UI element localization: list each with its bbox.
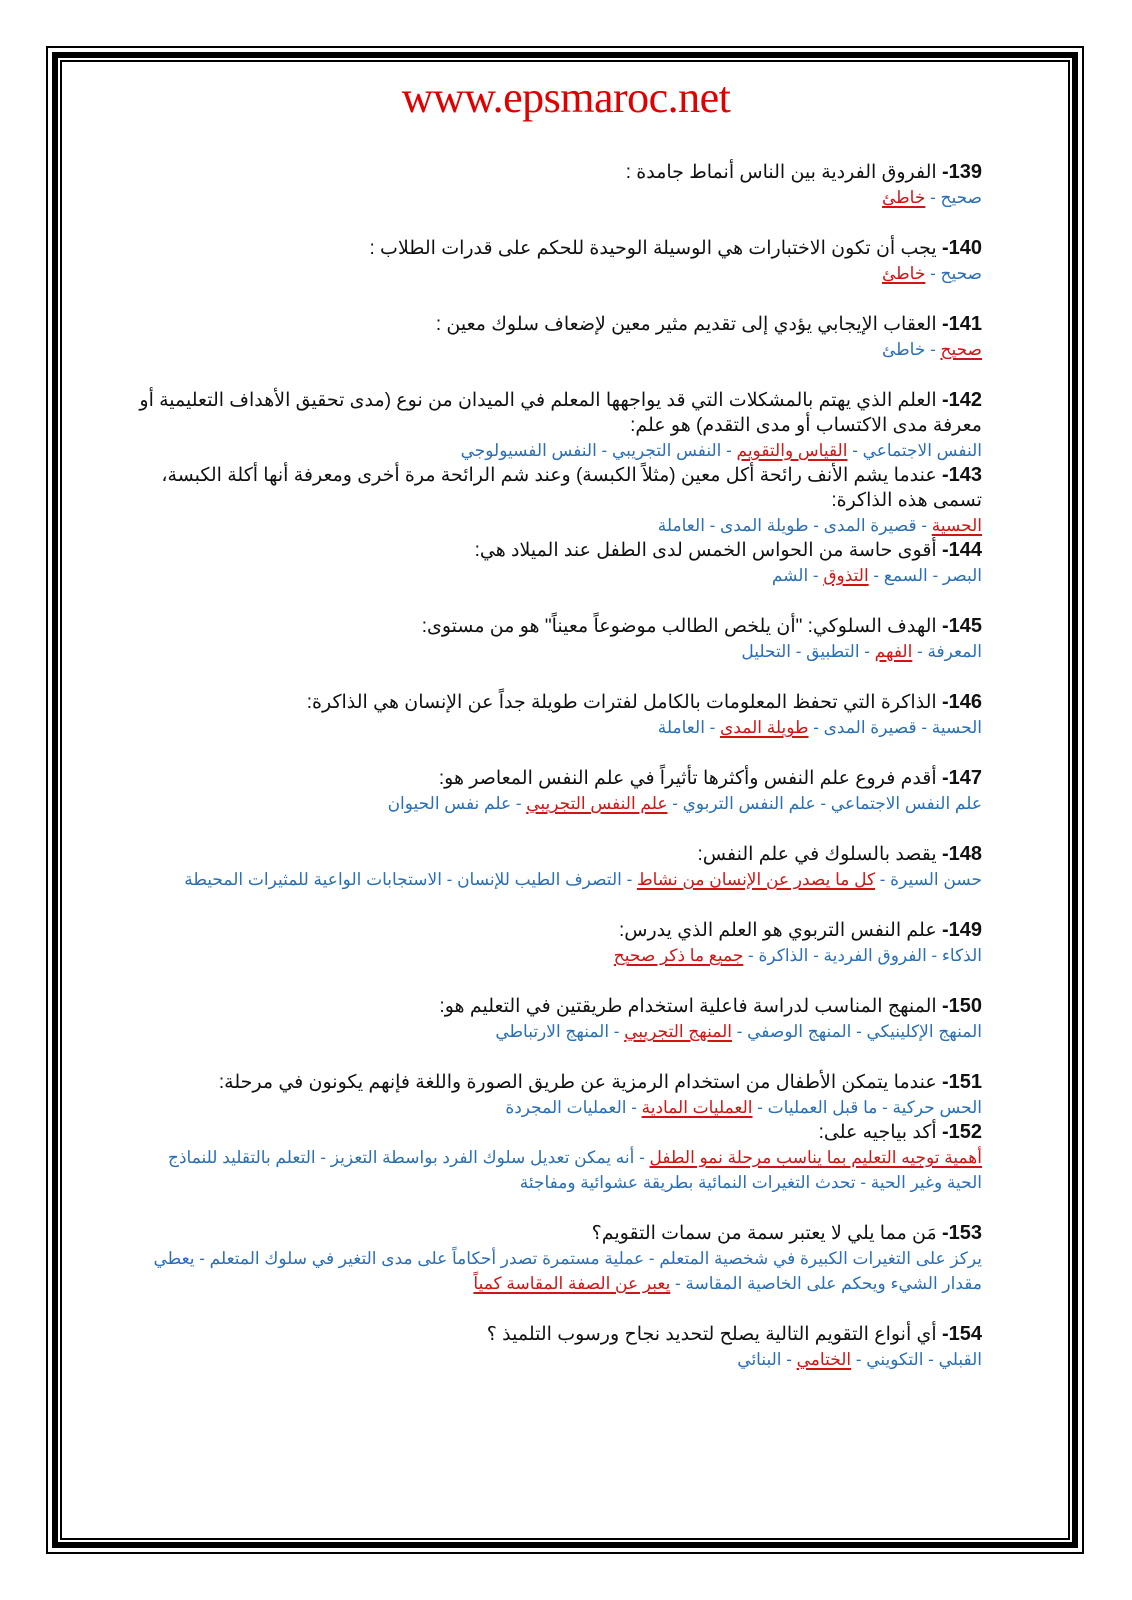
question-number: 142	[948, 389, 982, 411]
question-text	[132, 160, 982, 185]
answer-option: المنهج الارتباطي	[495, 1022, 610, 1041]
answer-option: صحيح	[940, 264, 982, 283]
question-body: الفروق الفردية بين الناس أنماط جامدة :	[625, 162, 942, 183]
question-number-dash: -	[941, 767, 949, 789]
question-number: 148	[948, 843, 982, 865]
option-separator: -	[644, 1249, 660, 1268]
correct-answer-option: كل ما يصدر عن الإنسان من نشاط	[636, 870, 876, 889]
answer-option: علم النفس الاجتماعي	[830, 794, 982, 813]
question-item	[132, 312, 982, 362]
question-number-dash: -	[941, 389, 949, 411]
option-separator: -	[704, 718, 721, 737]
question-text	[132, 994, 982, 1019]
answer-options	[132, 261, 982, 286]
option-separator: -	[815, 794, 831, 813]
question-number-dash: -	[941, 615, 949, 637]
option-separator: -	[877, 1098, 893, 1117]
option-separator: -	[315, 1148, 331, 1167]
answer-option: الحس حركية	[892, 1098, 982, 1117]
spacer	[132, 286, 982, 312]
question-number: 151	[948, 1071, 982, 1093]
question-number: 153	[948, 1222, 982, 1244]
answer-option: العاملة	[657, 718, 705, 737]
answer-options	[132, 867, 982, 892]
question-number: 152	[948, 1121, 982, 1143]
answer-option: الحسية	[931, 718, 982, 737]
question-item	[132, 766, 982, 816]
question-item	[132, 690, 982, 740]
question-number: 149	[948, 919, 982, 941]
question-text	[132, 538, 982, 563]
answer-options	[132, 791, 982, 816]
question-text	[132, 918, 982, 943]
question-number-dash: -	[941, 1071, 949, 1093]
answer-option: طويلة المدى	[720, 516, 809, 535]
answer-options	[132, 943, 982, 968]
question-body: المنهج المناسب لدراسة فاعلية استخدام طريقتين في التعليم هو:	[439, 996, 942, 1017]
question-item	[132, 1070, 982, 1120]
question-number-dash: -	[941, 161, 949, 183]
option-separator: -	[609, 1022, 625, 1041]
spacer	[132, 664, 982, 690]
question-text	[132, 312, 982, 337]
option-separator: -	[851, 1350, 867, 1369]
question-body: أكد بياجيه على:	[818, 1122, 942, 1143]
answer-option: قصيرة المدى	[823, 718, 917, 737]
answer-option: عملية مستمرة تصدر أحكاماً على مدى التغير في سلوك المتعلم	[209, 1249, 645, 1268]
question-item	[132, 160, 982, 210]
question-body: يجب أن تكون الاختبارات هي الوسيلة الوحيدة للحكم على قدرات الطلاب :	[369, 238, 942, 259]
question-item	[132, 1120, 982, 1195]
answer-option: يركز على التغيرات الكبيرة في شخصية المتعلم	[659, 1249, 982, 1268]
question-number-dash: -	[941, 919, 949, 941]
answer-option: التصرف الطيب للإنسان	[457, 870, 622, 889]
answer-option: المنهج الوصفي	[747, 1022, 852, 1041]
option-separator: -	[851, 1022, 867, 1041]
answer-option: السمع	[883, 566, 928, 585]
option-separator: -	[626, 1098, 642, 1117]
question-number: 145	[948, 615, 982, 637]
correct-answer-option: التذوق	[823, 566, 869, 585]
correct-answer-option: الختامي	[796, 1350, 852, 1369]
spacer	[132, 362, 982, 388]
option-separator: -	[808, 946, 824, 965]
option-separator: -	[596, 441, 612, 460]
option-separator: -	[781, 1350, 797, 1369]
answer-options	[132, 185, 982, 210]
answer-option: التعلم بالتقليد للنماذج الحية وغير الحية	[167, 1148, 982, 1192]
question-text	[132, 1322, 982, 1347]
option-separator: -	[441, 870, 458, 889]
answer-option: الذاكرة	[758, 946, 809, 965]
question-body: الهدف السلوكي: "أن يلخص الطالب موضوعاً معيناً" هو من مستوى:	[421, 616, 942, 637]
option-separator: -	[925, 340, 941, 359]
question-text	[132, 463, 982, 513]
answer-option: تحدث التغيرات النمائية بطريقة عشوائية ومفاجئة	[519, 1173, 856, 1192]
correct-answer-option: العمليات المادية	[641, 1098, 753, 1117]
option-separator: -	[923, 1350, 939, 1369]
question-body: العلم الذي يهتم بالمشكلات التي قد يواجهها المعلم في الميدان من نوع (مدى تحقيق الأهداف التعليمية أو معرفة مدى الاكتساب أو مدى التقدم) هو علم:	[139, 390, 982, 436]
question-text	[132, 766, 982, 791]
answer-option: العمليات المجردة	[505, 1098, 627, 1117]
option-separator: -	[875, 870, 891, 889]
answer-options	[132, 513, 982, 538]
question-number: 154	[948, 1323, 982, 1345]
spacer	[132, 892, 982, 918]
spacer	[132, 816, 982, 842]
answer-option: المعرفة	[927, 642, 982, 661]
question-item	[132, 994, 982, 1044]
question-list	[132, 160, 982, 1372]
answer-options	[132, 1145, 982, 1195]
answer-option: علم نفس الحيوان	[387, 794, 512, 813]
option-separator: -	[868, 566, 884, 585]
option-separator: -	[732, 1022, 748, 1041]
answer-option: التكويني	[866, 1350, 924, 1369]
answer-options	[132, 1347, 982, 1372]
question-item	[132, 918, 982, 968]
question-number: 144	[948, 539, 982, 561]
option-separator: -	[670, 1274, 686, 1293]
answer-options	[132, 337, 982, 362]
question-item	[132, 1322, 982, 1372]
spacer	[132, 588, 982, 614]
question-item	[132, 388, 982, 463]
correct-answer-option: أهمية توجيه التعليم بما يناسب مرحلة نمو الطفل	[649, 1148, 982, 1167]
question-number: 141	[948, 313, 982, 335]
question-text	[132, 236, 982, 261]
correct-answer-option: يعبر عن الصفة المقاسة كمياً	[473, 1274, 671, 1293]
question-body: عندما يشم الأنف رائحة أكل معين (مثلاً الكبسة) وعند شم الرائحة مرة أخرى ومعرفة أنها أكلة الكبسة، تسمى هذه الذاكرة:	[161, 465, 982, 511]
spacer	[132, 1044, 982, 1070]
question-text	[132, 614, 982, 639]
question-number: 146	[948, 691, 982, 713]
answer-options	[132, 715, 982, 740]
spacer	[132, 1296, 982, 1322]
option-separator: -	[859, 642, 875, 661]
answer-option: يعطي مقدار الشيء ويحكم على الخاصية المقاسة	[153, 1249, 982, 1293]
spacer	[132, 210, 982, 236]
answer-options	[132, 1019, 982, 1044]
question-number: 147	[948, 767, 982, 789]
answer-options	[132, 563, 982, 588]
question-number-dash: -	[941, 843, 949, 865]
spacer	[132, 1195, 982, 1221]
option-separator: -	[808, 718, 824, 737]
answer-options	[132, 1246, 982, 1296]
answer-option: الفروق الفردية	[823, 946, 927, 965]
answer-option: النفس الفسيولوجي	[460, 441, 597, 460]
option-separator: -	[194, 1249, 210, 1268]
correct-answer-option: خاطئ	[881, 264, 926, 283]
correct-answer-option: القياس والتقويم	[736, 441, 848, 460]
question-number-dash: -	[941, 313, 949, 335]
question-text	[132, 842, 982, 867]
correct-answer-option: خاطئ	[881, 188, 926, 207]
option-separator: -	[808, 566, 824, 585]
answer-options	[132, 639, 982, 664]
question-item	[132, 538, 982, 588]
site-title: www.epsmaroc.net	[401, 73, 731, 122]
answer-option: الاستجابات الواعية للمثيرات المحيطة	[184, 870, 442, 889]
option-separator: -	[916, 718, 932, 737]
answer-option: النفس الاجتماعي	[862, 441, 982, 460]
option-separator: -	[855, 1173, 871, 1192]
question-body: العقاب الإيجابي يؤدي إلى تقديم مثير معين لإضعاف سلوك معين :	[435, 314, 942, 335]
answer-option: البصر	[942, 566, 982, 585]
option-separator: -	[847, 441, 863, 460]
option-separator: -	[752, 1098, 768, 1117]
question-body: الذاكرة التي تحفظ المعلومات بالكامل لفترات طويلة جداً عن الإنسان هي الذاكرة:	[306, 692, 942, 713]
option-separator: -	[634, 1148, 650, 1167]
answer-option: القبلي	[938, 1350, 982, 1369]
answer-option: حسن السيرة	[890, 870, 982, 889]
question-body: عندما يتمكن الأطفال من استخدام الرمزية عن طريق الصورة واللغة فإنهم يكونون في مرحلة:	[218, 1072, 942, 1093]
question-text	[132, 1221, 982, 1246]
option-separator: -	[791, 642, 807, 661]
option-separator: -	[621, 870, 637, 889]
answer-options	[132, 1095, 982, 1120]
question-item	[132, 236, 982, 286]
option-separator: -	[927, 566, 943, 585]
answer-option: ما قبل العمليات	[767, 1098, 878, 1117]
answer-option: أنه يمكن تعديل سلوك الفرد بواسطة التعزيز	[330, 1148, 635, 1167]
question-number: 150	[948, 995, 982, 1017]
answer-option: العاملة	[657, 516, 705, 535]
correct-answer-option: الفهم	[874, 642, 913, 661]
question-number-dash: -	[941, 464, 949, 486]
question-item	[132, 842, 982, 892]
correct-answer-option: جميع ما ذكر صحيح	[613, 946, 744, 965]
question-number-dash: -	[941, 691, 949, 713]
question-body: أي أنواع التقويم التالية يصلح لتحديد نجاح ورسوب التلميذ ؟	[486, 1324, 942, 1345]
answer-option: التطبيق	[806, 642, 860, 661]
question-number-dash: -	[941, 237, 949, 259]
question-item	[132, 614, 982, 664]
question-body: أقدم فروع علم النفس وأكثرها تأثيراً في علم النفس المعاصر هو:	[438, 768, 942, 789]
option-separator: -	[926, 946, 942, 965]
answer-option: الشم	[771, 566, 809, 585]
correct-answer-option: المنهج التجريبي	[624, 1022, 732, 1041]
question-body: يقصد بالسلوك في علم النفس:	[697, 844, 942, 865]
correct-answer-option: الحسية	[931, 516, 982, 535]
answer-option: الذكاء	[941, 946, 982, 965]
question-number: 143	[948, 464, 982, 486]
question-number-dash: -	[941, 1323, 949, 1345]
answer-option: قصيرة المدى	[823, 516, 917, 535]
answer-option: خاطئ	[881, 340, 926, 359]
question-number-dash: -	[941, 1121, 949, 1143]
option-separator: -	[704, 516, 721, 535]
question-item	[132, 1221, 982, 1296]
question-number-dash: -	[941, 995, 949, 1017]
answer-option: البنائي	[737, 1350, 782, 1369]
answer-option: النفس التجريبي	[611, 441, 722, 460]
question-text	[132, 690, 982, 715]
question-item	[132, 463, 982, 538]
question-number: 139	[948, 161, 982, 183]
question-text	[132, 1120, 982, 1145]
option-separator: -	[925, 188, 941, 207]
correct-answer-option: طويلة المدى	[720, 718, 809, 737]
option-separator: -	[743, 946, 759, 965]
question-text	[132, 388, 982, 438]
answer-option: صحيح	[940, 188, 982, 207]
question-number-dash: -	[941, 1222, 949, 1244]
answer-options	[132, 438, 982, 463]
question-text	[132, 1070, 982, 1095]
option-separator: -	[808, 516, 824, 535]
question-number: 140	[948, 237, 982, 259]
option-separator: -	[912, 642, 928, 661]
correct-answer-option: صحيح	[940, 340, 982, 359]
question-body: مَن مما يلي لا يعتبر سمة من سمات التقويم؟	[591, 1223, 942, 1244]
spacer	[132, 968, 982, 994]
spacer	[132, 740, 982, 766]
question-body: أقوى حاسة من الحواس الخمس لدى الطفل عند الميلاد هي:	[474, 540, 942, 561]
option-separator: -	[925, 264, 941, 283]
option-separator: -	[511, 794, 527, 813]
option-separator: -	[916, 516, 932, 535]
answer-option: التحليل	[741, 642, 792, 661]
question-body: علم النفس التربوي هو العلم الذي يدرس:	[619, 920, 942, 941]
correct-answer-option: علم النفس التجريبي	[526, 794, 668, 813]
answer-option: علم النفس التربوي	[682, 794, 816, 813]
option-separator: -	[667, 794, 683, 813]
option-separator: -	[721, 441, 737, 460]
answer-option: المنهج الإكلينيكي	[866, 1022, 982, 1041]
question-number-dash: -	[941, 539, 949, 561]
